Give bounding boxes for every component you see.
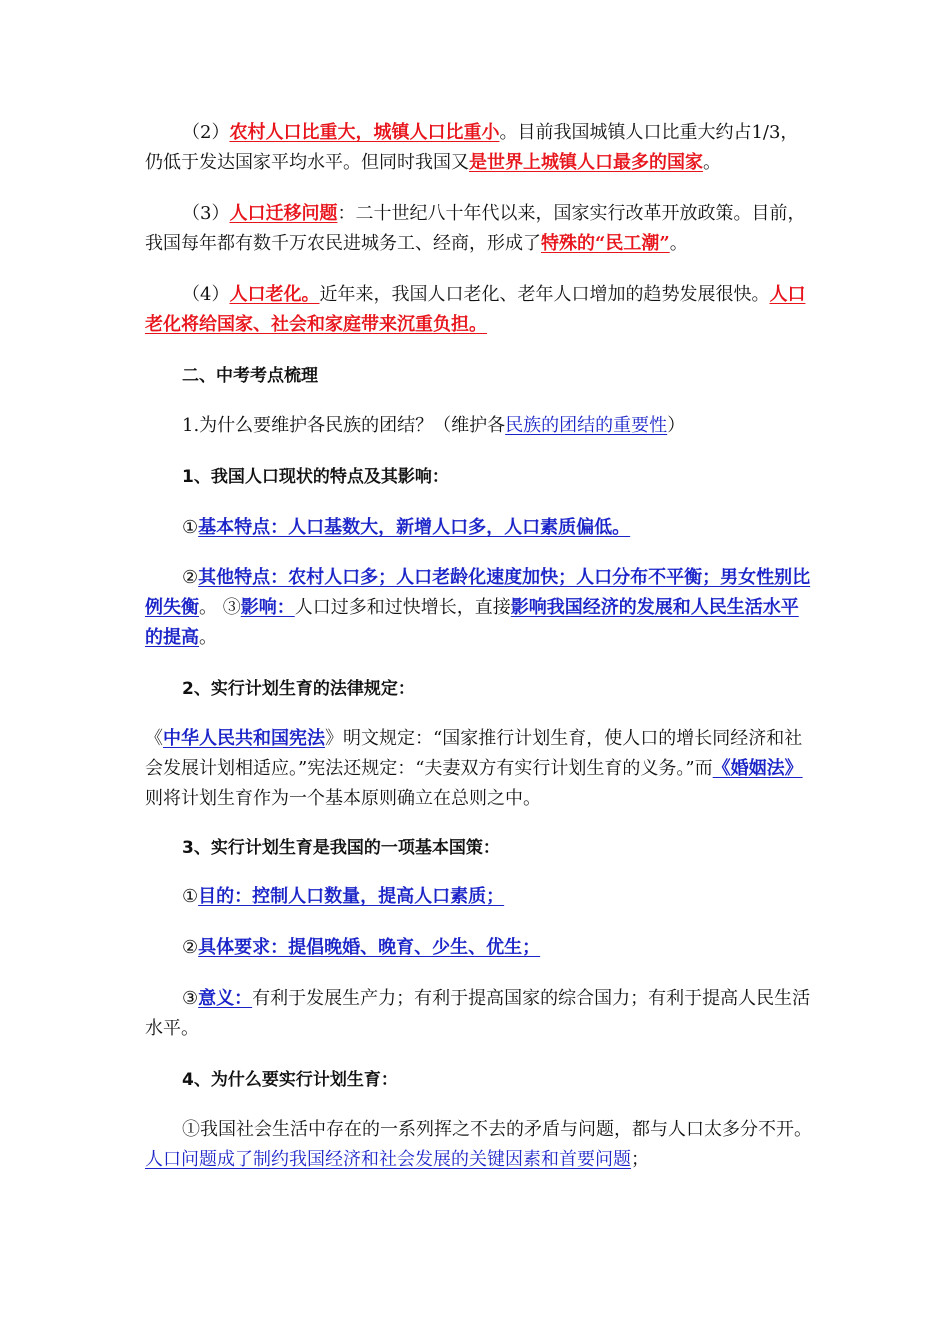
section-heading: 二、中考考点梳理 [182,366,318,386]
circled-number: ① [182,517,199,538]
highlight-text: 中华人民共和国宪法 [163,728,325,749]
policy-requirements [145,933,815,963]
highlight-text: 是世界上城镇人口最多的国家 [469,152,703,173]
item-number: （2） [182,122,230,143]
highlight-text: 影响： [240,597,295,618]
body-text: 我国社会生活中存在的一系列挥之不去的矛盾与问题，都与人口太多分不开。 [200,1119,812,1140]
body-text: 。目前我国城镇人口比重大约占1/3，仍低于发达国家平均水平。但同时我国又 [145,122,799,173]
circled-number: ① [182,1119,200,1140]
policy-significance [145,984,815,1044]
body-text: 。 [703,152,721,173]
body-text: 《 [145,728,163,749]
highlight-text: 农村人口比重大，城镇人口比重小 [229,122,500,143]
highlight-text: 具体要求：提倡晚婚、晚育、少生、优生； [198,937,541,958]
highlight-text: 人口迁移问题 [229,203,338,224]
highlight-text: 特殊的“民工潮” [541,233,670,254]
highlight-text: 《婚姻法》 [712,758,803,779]
body-text: 近年来，我国人口老化、老年人口增加的趋势发展很快。 [319,284,770,305]
body-text: ：二十世纪八十年代以来，国家实行改革开放政策。目前，我国每年都有数千万农民进城务工、经商，形成了 [145,203,806,254]
highlight-text: 目的：控制人口数量，提高人口素质； [198,886,505,907]
subsection-heading: 3、实行计划生育是我国的一项基本国策： [182,838,500,858]
circled-number: ② [182,937,199,958]
circled-number: ③ [182,988,199,1009]
subsection-heading: 2、实行计划生育的法律规定： [182,679,415,699]
circled-number: ② [182,567,199,588]
paragraph-migration [145,199,815,259]
point-basic-features [145,513,815,543]
policy-goal [145,882,815,912]
paragraph-aging [145,280,815,340]
body-text: 有利于发展生产力；有利于提高国家的综合国力；有利于提高人民生活水平。 [145,988,811,1039]
body-text: 。 [199,627,217,648]
highlight-text: 民族的团结的重要性 [505,415,668,436]
highlight-text: 影响我国经济的发展和人民生活水平的提高 [145,597,799,648]
highlight-text: 基本特点：人口基数大，新增人口多，人口素质偏低。 [198,517,631,538]
point-other-features [145,563,815,653]
question-paragraph [145,411,815,441]
subsection-heading: 1、我国人口现状的特点及其影响： [182,467,449,487]
body-text: 则将计划生育作为一个基本原则确立在总则之中。 [145,788,541,809]
highlight-text: 人口老化将给国家、社会和家庭带来沉重负担。 [145,284,806,335]
circled-number: ① [182,886,199,907]
body-text: 人口过多和过快增长，直接 [294,597,511,618]
highlight-text: 意义： [198,988,253,1009]
body-text: ） [667,415,686,436]
law-paragraph [145,724,815,814]
item-number: （4） [182,284,230,305]
body-text: 。 ③ [199,597,241,618]
highlight-text: 人口问题成了制约我国经济和社会发展的关键因素和首要问题 [145,1149,631,1170]
body-text: ； [631,1149,649,1170]
body-text: 1.为什么要维护各民族的团结？（维护各 [182,415,506,436]
reason-paragraph [145,1115,815,1175]
item-number: （3） [182,203,230,224]
body-text: 。 [669,233,688,254]
highlight-text: 人口老化。 [229,284,320,305]
highlight-text: 其他特点：农村人口多；人口老龄化速度加快；人口分布不平衡；男女性别比例失衡 [145,567,811,618]
body-text: 》明文规定：“国家推行计划生育，使人口的增长同经济和社会发展计划相适应。”宪法还规定：“夫妻双方有实行计划生育的义务。”而 [145,728,803,779]
subsection-heading: 4、为什么要实行计划生育： [182,1070,398,1090]
paragraph-urbanization [145,118,815,178]
